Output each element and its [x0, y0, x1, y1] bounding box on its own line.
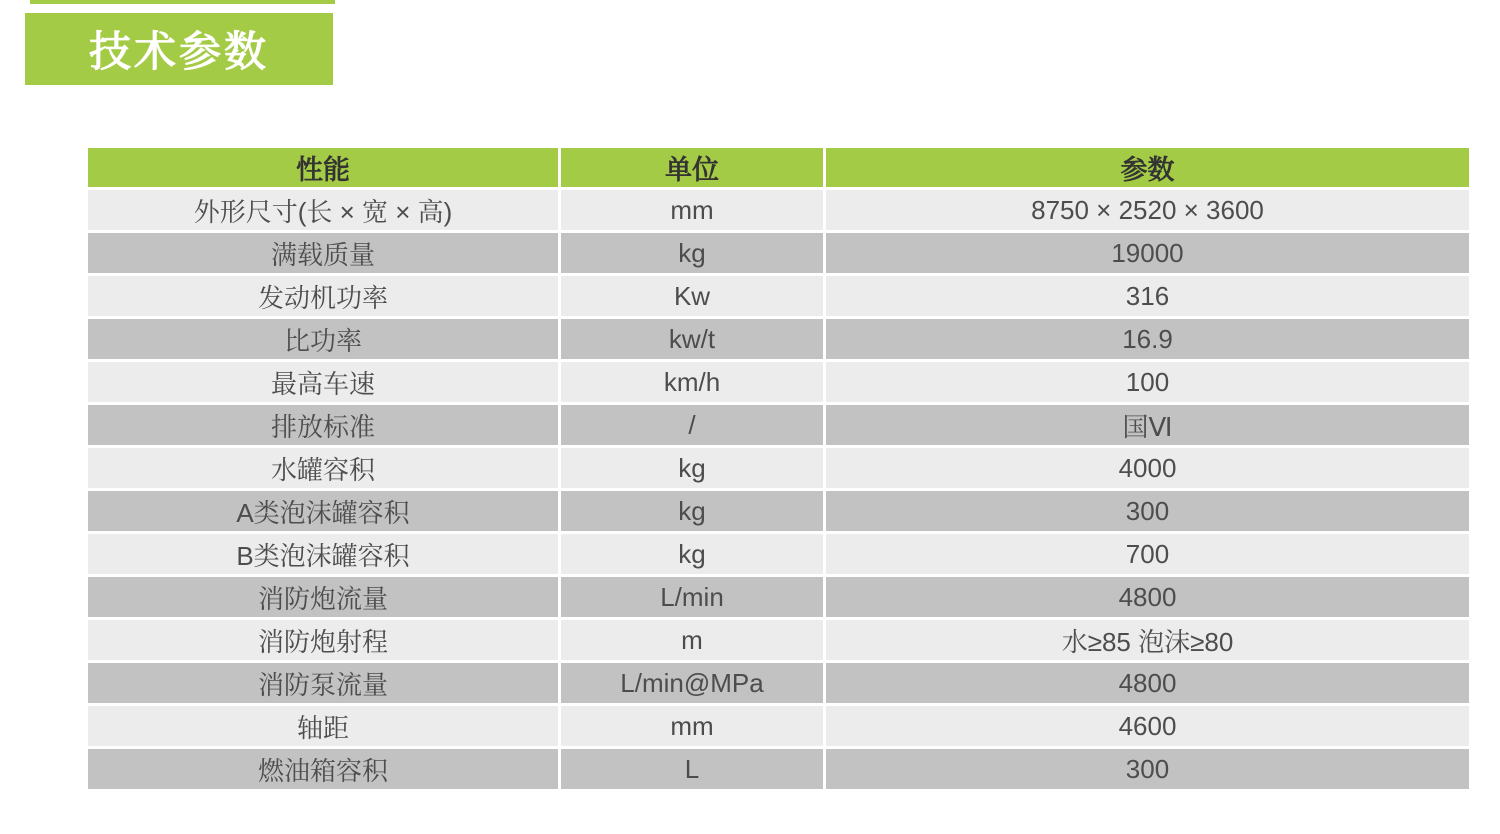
section-title: 技术参数	[88, 28, 269, 75]
spec-value-cell: 4800	[826, 663, 1469, 703]
table-row	[88, 233, 1469, 273]
table-row	[88, 491, 1469, 531]
spec-unit-cell: L	[561, 749, 823, 789]
section-title-badge	[25, 13, 333, 85]
spec-name-cell: 满载质量	[88, 233, 558, 273]
spec-unit-cell: L/min@MPa	[561, 663, 823, 703]
spec-value-cell: 100	[826, 362, 1469, 402]
table-row	[88, 577, 1469, 617]
spec-value-cell: 水≥85 泡沫≥80	[826, 620, 1469, 660]
spec-unit-cell: kg	[561, 233, 823, 273]
spec-name-cell: 消防炮射程	[88, 620, 558, 660]
table-row	[88, 706, 1469, 746]
table-row	[88, 620, 1469, 660]
table-row	[88, 319, 1469, 359]
spec-unit-cell: m	[561, 620, 823, 660]
spec-value-cell: 国Ⅵ	[826, 405, 1469, 445]
spec-name-cell: 发动机功率	[88, 276, 558, 316]
spec-unit-cell: km/h	[561, 362, 823, 402]
spec-unit-cell: kg	[561, 448, 823, 488]
spec-value-cell: 700	[826, 534, 1469, 574]
spec-table	[85, 145, 1472, 792]
spec-unit-cell: mm	[561, 706, 823, 746]
header-parameter: 参数	[826, 148, 1469, 187]
spec-name-cell: 燃油箱容积	[88, 749, 558, 789]
table-row	[88, 663, 1469, 703]
spec-value-cell: 300	[826, 491, 1469, 531]
table-row	[88, 190, 1469, 230]
spec-name-cell: 轴距	[88, 706, 558, 746]
header-unit: 单位	[561, 148, 823, 187]
spec-name-cell: 水罐容积	[88, 448, 558, 488]
spec-name-cell: B类泡沫罐容积	[88, 534, 558, 574]
spec-value-cell: 16.9	[826, 319, 1469, 359]
spec-name-cell: 消防炮流量	[88, 577, 558, 617]
spec-value-cell: 4000	[826, 448, 1469, 488]
spec-name-cell: A类泡沫罐容积	[88, 491, 558, 531]
header-performance: 性能	[88, 148, 558, 187]
spec-value-cell: 316	[826, 276, 1469, 316]
spec-name-cell: 消防泵流量	[88, 663, 558, 703]
spec-name-cell: 最高车速	[88, 362, 558, 402]
spec-value-cell: 300	[826, 749, 1469, 789]
spec-unit-cell: kw/t	[561, 319, 823, 359]
spec-unit-cell: /	[561, 405, 823, 445]
spec-name-cell: 排放标准	[88, 405, 558, 445]
spec-unit-cell: mm	[561, 190, 823, 230]
spec-name-cell: 外形尺寸(长 × 宽 × 高)	[88, 190, 558, 230]
table-row	[88, 405, 1469, 445]
top-accent-strip	[30, 0, 335, 4]
table-header-row	[88, 148, 1469, 187]
spec-value-cell: 8750 × 2520 × 3600	[826, 190, 1469, 230]
spec-unit-cell: L/min	[561, 577, 823, 617]
spec-value-cell: 4600	[826, 706, 1469, 746]
table-row	[88, 448, 1469, 488]
spec-unit-cell: kg	[561, 534, 823, 574]
table-row	[88, 362, 1469, 402]
spec-unit-cell: Kw	[561, 276, 823, 316]
table-row	[88, 534, 1469, 574]
spec-unit-cell: kg	[561, 491, 823, 531]
table-row	[88, 276, 1469, 316]
spec-name-cell: 比功率	[88, 319, 558, 359]
table-row	[88, 749, 1469, 789]
spec-value-cell: 4800	[826, 577, 1469, 617]
spec-value-cell: 19000	[826, 233, 1469, 273]
